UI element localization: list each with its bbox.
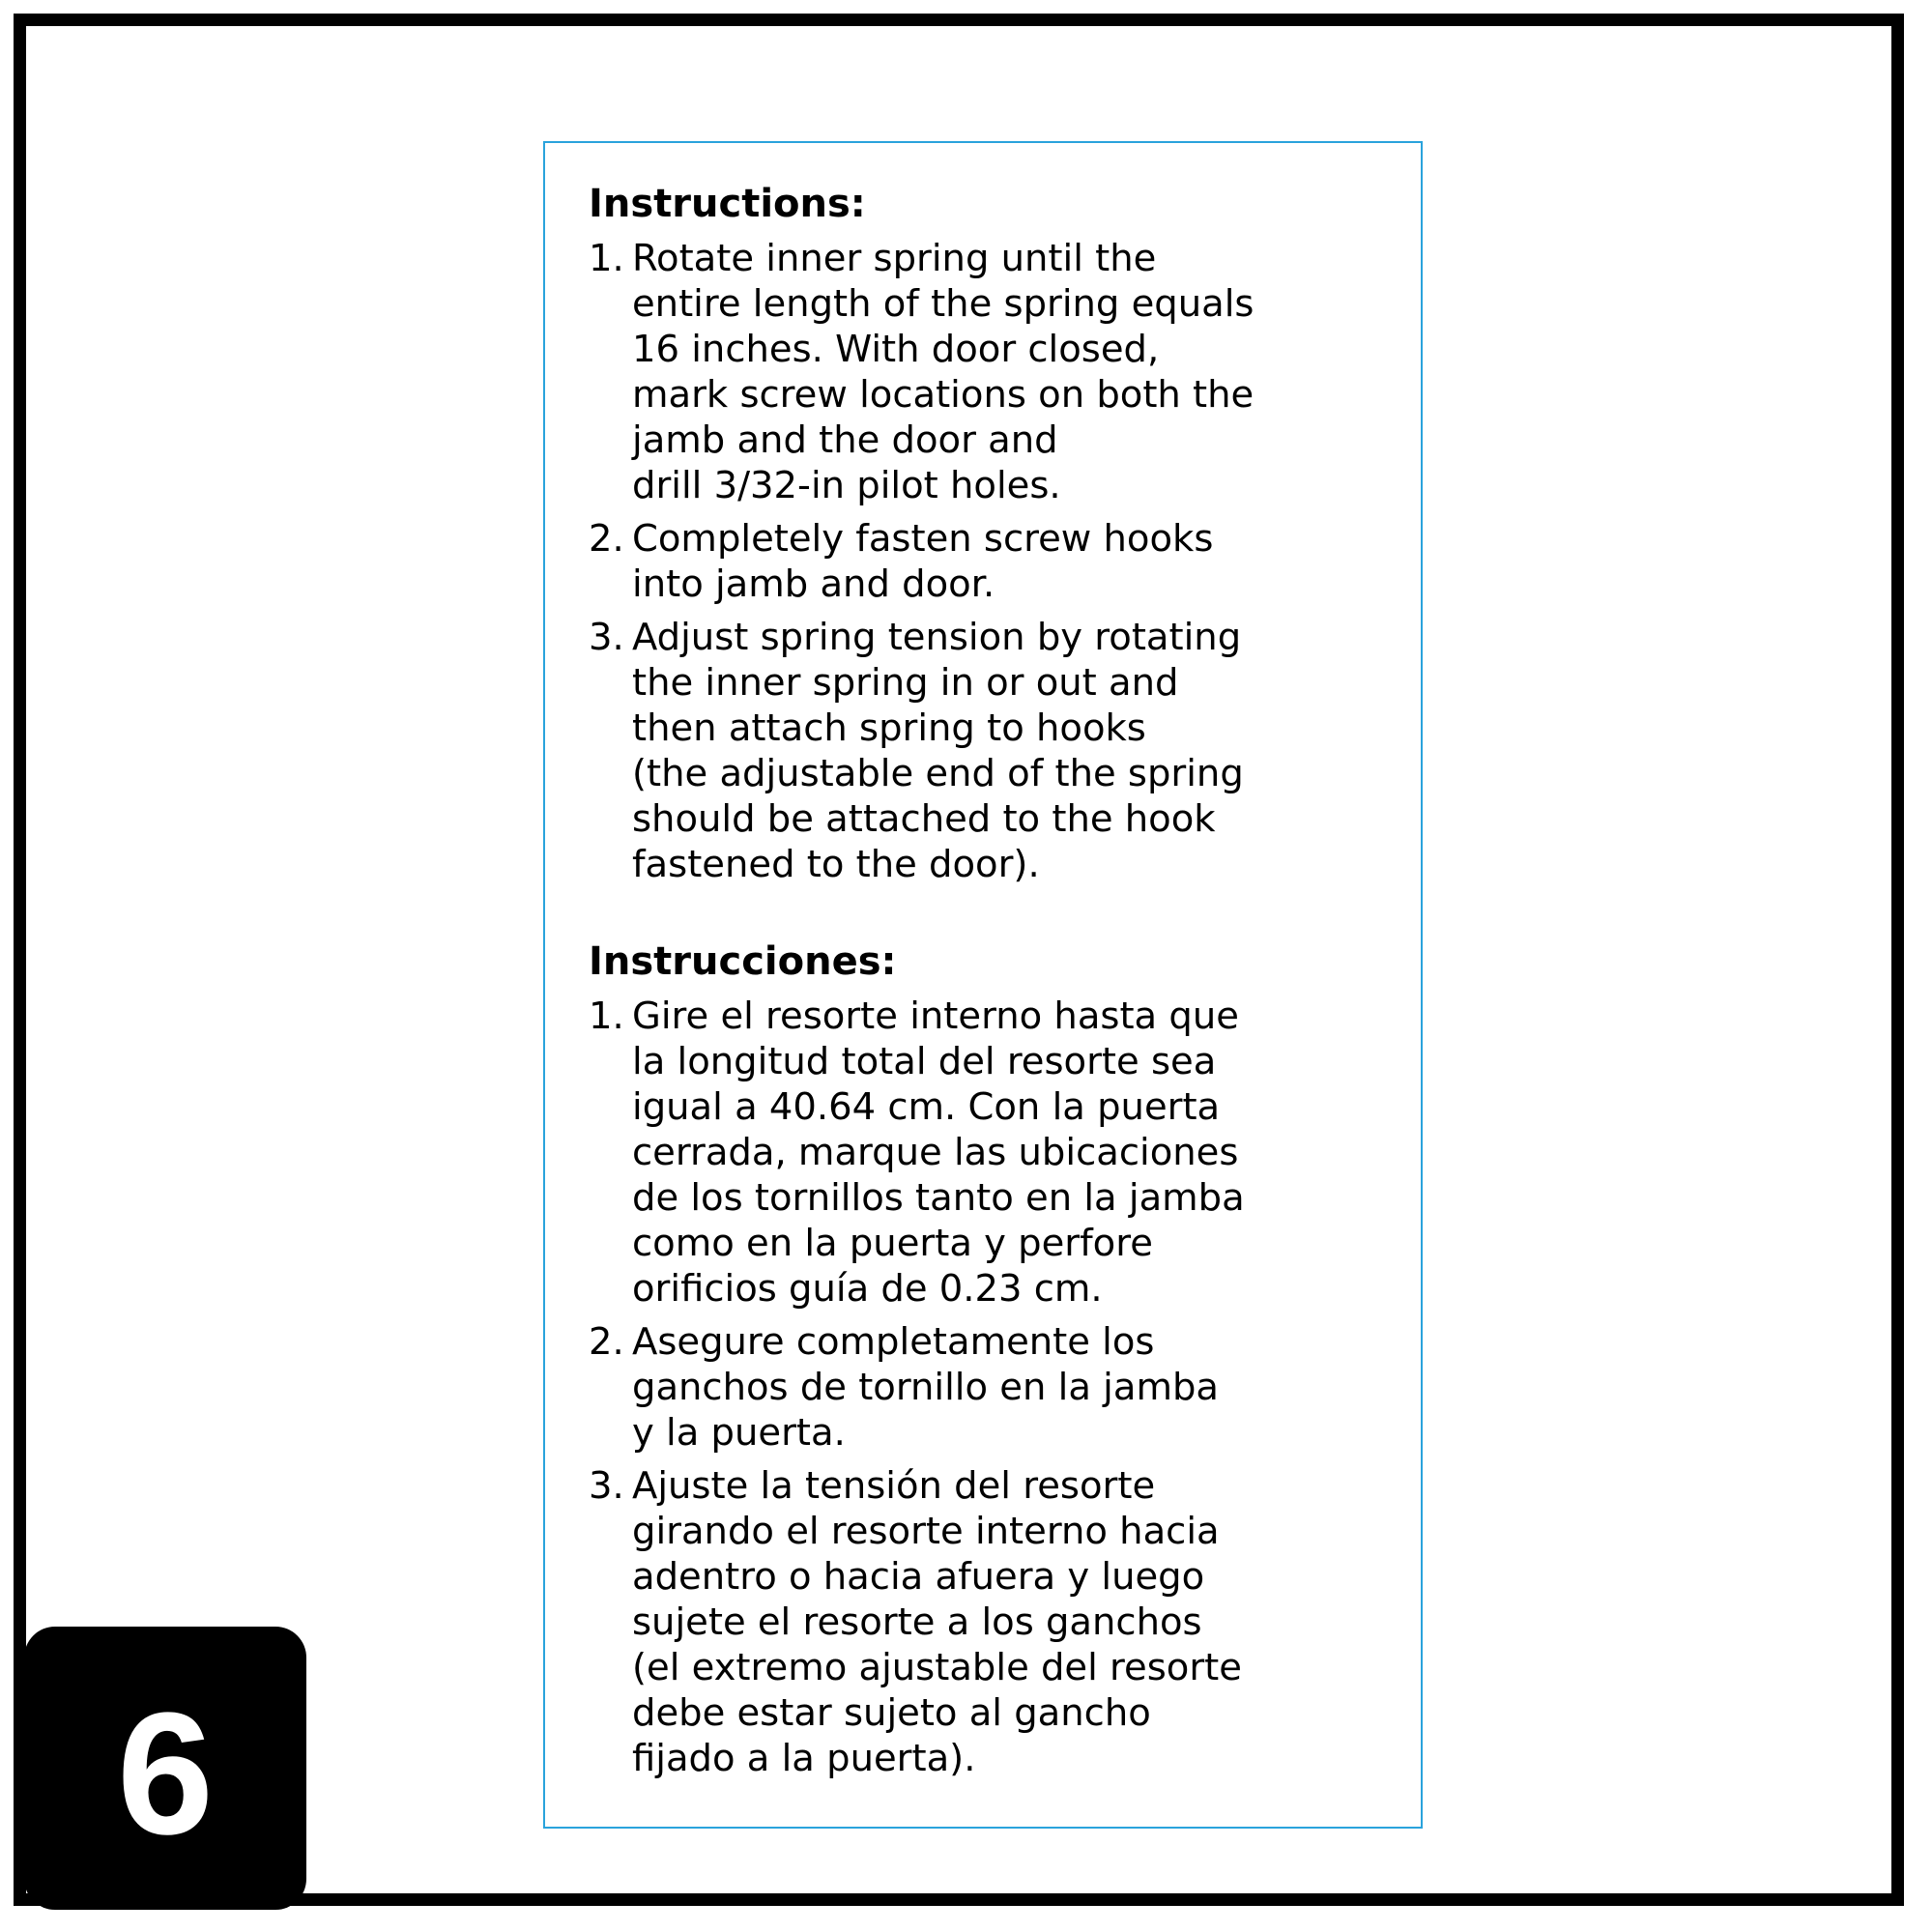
step-number: 3. [589, 616, 624, 659]
step-text-line: 16 inches. With door closed, [632, 328, 1160, 371]
step-text [632, 994, 1376, 1312]
step-text [632, 516, 1376, 607]
section-spacer [589, 895, 1376, 937]
step-text-line: cerrada, marque las ubicaciones [632, 1131, 1239, 1174]
step-text-line: into jamb and door. [632, 562, 995, 606]
step-text-line: (el extremo ajustable del resorte [632, 1646, 1242, 1689]
step-text-line: Completely fasten screw hooks [632, 517, 1214, 561]
instructions-card [543, 141, 1423, 1829]
step-text-line: ganchos de tornillo en la jamba [632, 1366, 1219, 1409]
spanish-heading: Instrucciones: [589, 939, 897, 984]
step-text-line: Adjust spring tension by rotating [632, 616, 1242, 659]
spanish-step-2 [589, 1319, 1376, 1456]
step-text-line: girando el resorte interno hacia [632, 1510, 1220, 1553]
step-text-line: fijado a la puerta). [632, 1737, 976, 1780]
step-text [632, 1463, 1376, 1781]
step-number-badge-label: 6 [116, 1676, 215, 1871]
step-text-line: drill 3/32-in pilot holes. [632, 464, 1061, 507]
step-number: 3. [589, 1464, 624, 1508]
step-number-badge [24, 1627, 306, 1910]
step-text-line: y la puerta. [632, 1411, 846, 1455]
step-text [632, 1319, 1376, 1456]
step-text-line: la longitud total del resorte sea [632, 1040, 1217, 1083]
step-text-line: should be attached to the hook [632, 797, 1216, 841]
english-steps [589, 236, 1376, 887]
step-text-line: the inner spring in or out and [632, 661, 1179, 705]
step-text-line: Ajuste la tensión del resorte [632, 1464, 1156, 1508]
spanish-steps [589, 994, 1376, 1781]
step-text-line: Asegure completamente los [632, 1320, 1155, 1364]
english-step-2 [589, 516, 1376, 607]
step-text-line: (the adjustable end of the spring [632, 752, 1244, 795]
step-text-line: Gire el resorte interno hasta que [632, 995, 1239, 1038]
english-step-3 [589, 615, 1376, 887]
step-text-line: mark screw locations on both the [632, 373, 1254, 417]
step-number: 2. [589, 517, 624, 561]
step-text-line: Rotate inner spring until the [632, 237, 1157, 280]
english-step-1 [589, 236, 1376, 508]
step-text-line: then attach spring to hooks [632, 706, 1146, 750]
english-heading: Instructions: [589, 182, 866, 226]
step-text-line: de los tornillos tanto en la jamba [632, 1176, 1245, 1220]
step-number: 2. [589, 1320, 624, 1364]
step-text-line: como en la puerta y perfore [632, 1222, 1153, 1265]
step-text-line: entire length of the spring equals [632, 282, 1254, 326]
step-number: 1. [589, 237, 624, 280]
step-number: 1. [589, 995, 624, 1038]
step-text-line: orificios guía de 0.23 cm. [632, 1267, 1103, 1311]
step-text-line: sujete el resorte a los ganchos [632, 1600, 1202, 1644]
step-text-line: jamb and the door and [632, 418, 1058, 462]
step-text [632, 236, 1376, 508]
spanish-step-3 [589, 1463, 1376, 1781]
step-text-line: fastened to the door). [632, 843, 1040, 886]
step-text-line: debe estar sujeto al gancho [632, 1691, 1151, 1735]
spanish-step-1 [589, 994, 1376, 1312]
instructions-content [589, 180, 1376, 1789]
step-text [632, 615, 1376, 887]
step-text-line: igual a 40.64 cm. Con la puerta [632, 1085, 1221, 1129]
step-text-line: adentro o hacia afuera y luego [632, 1555, 1205, 1599]
